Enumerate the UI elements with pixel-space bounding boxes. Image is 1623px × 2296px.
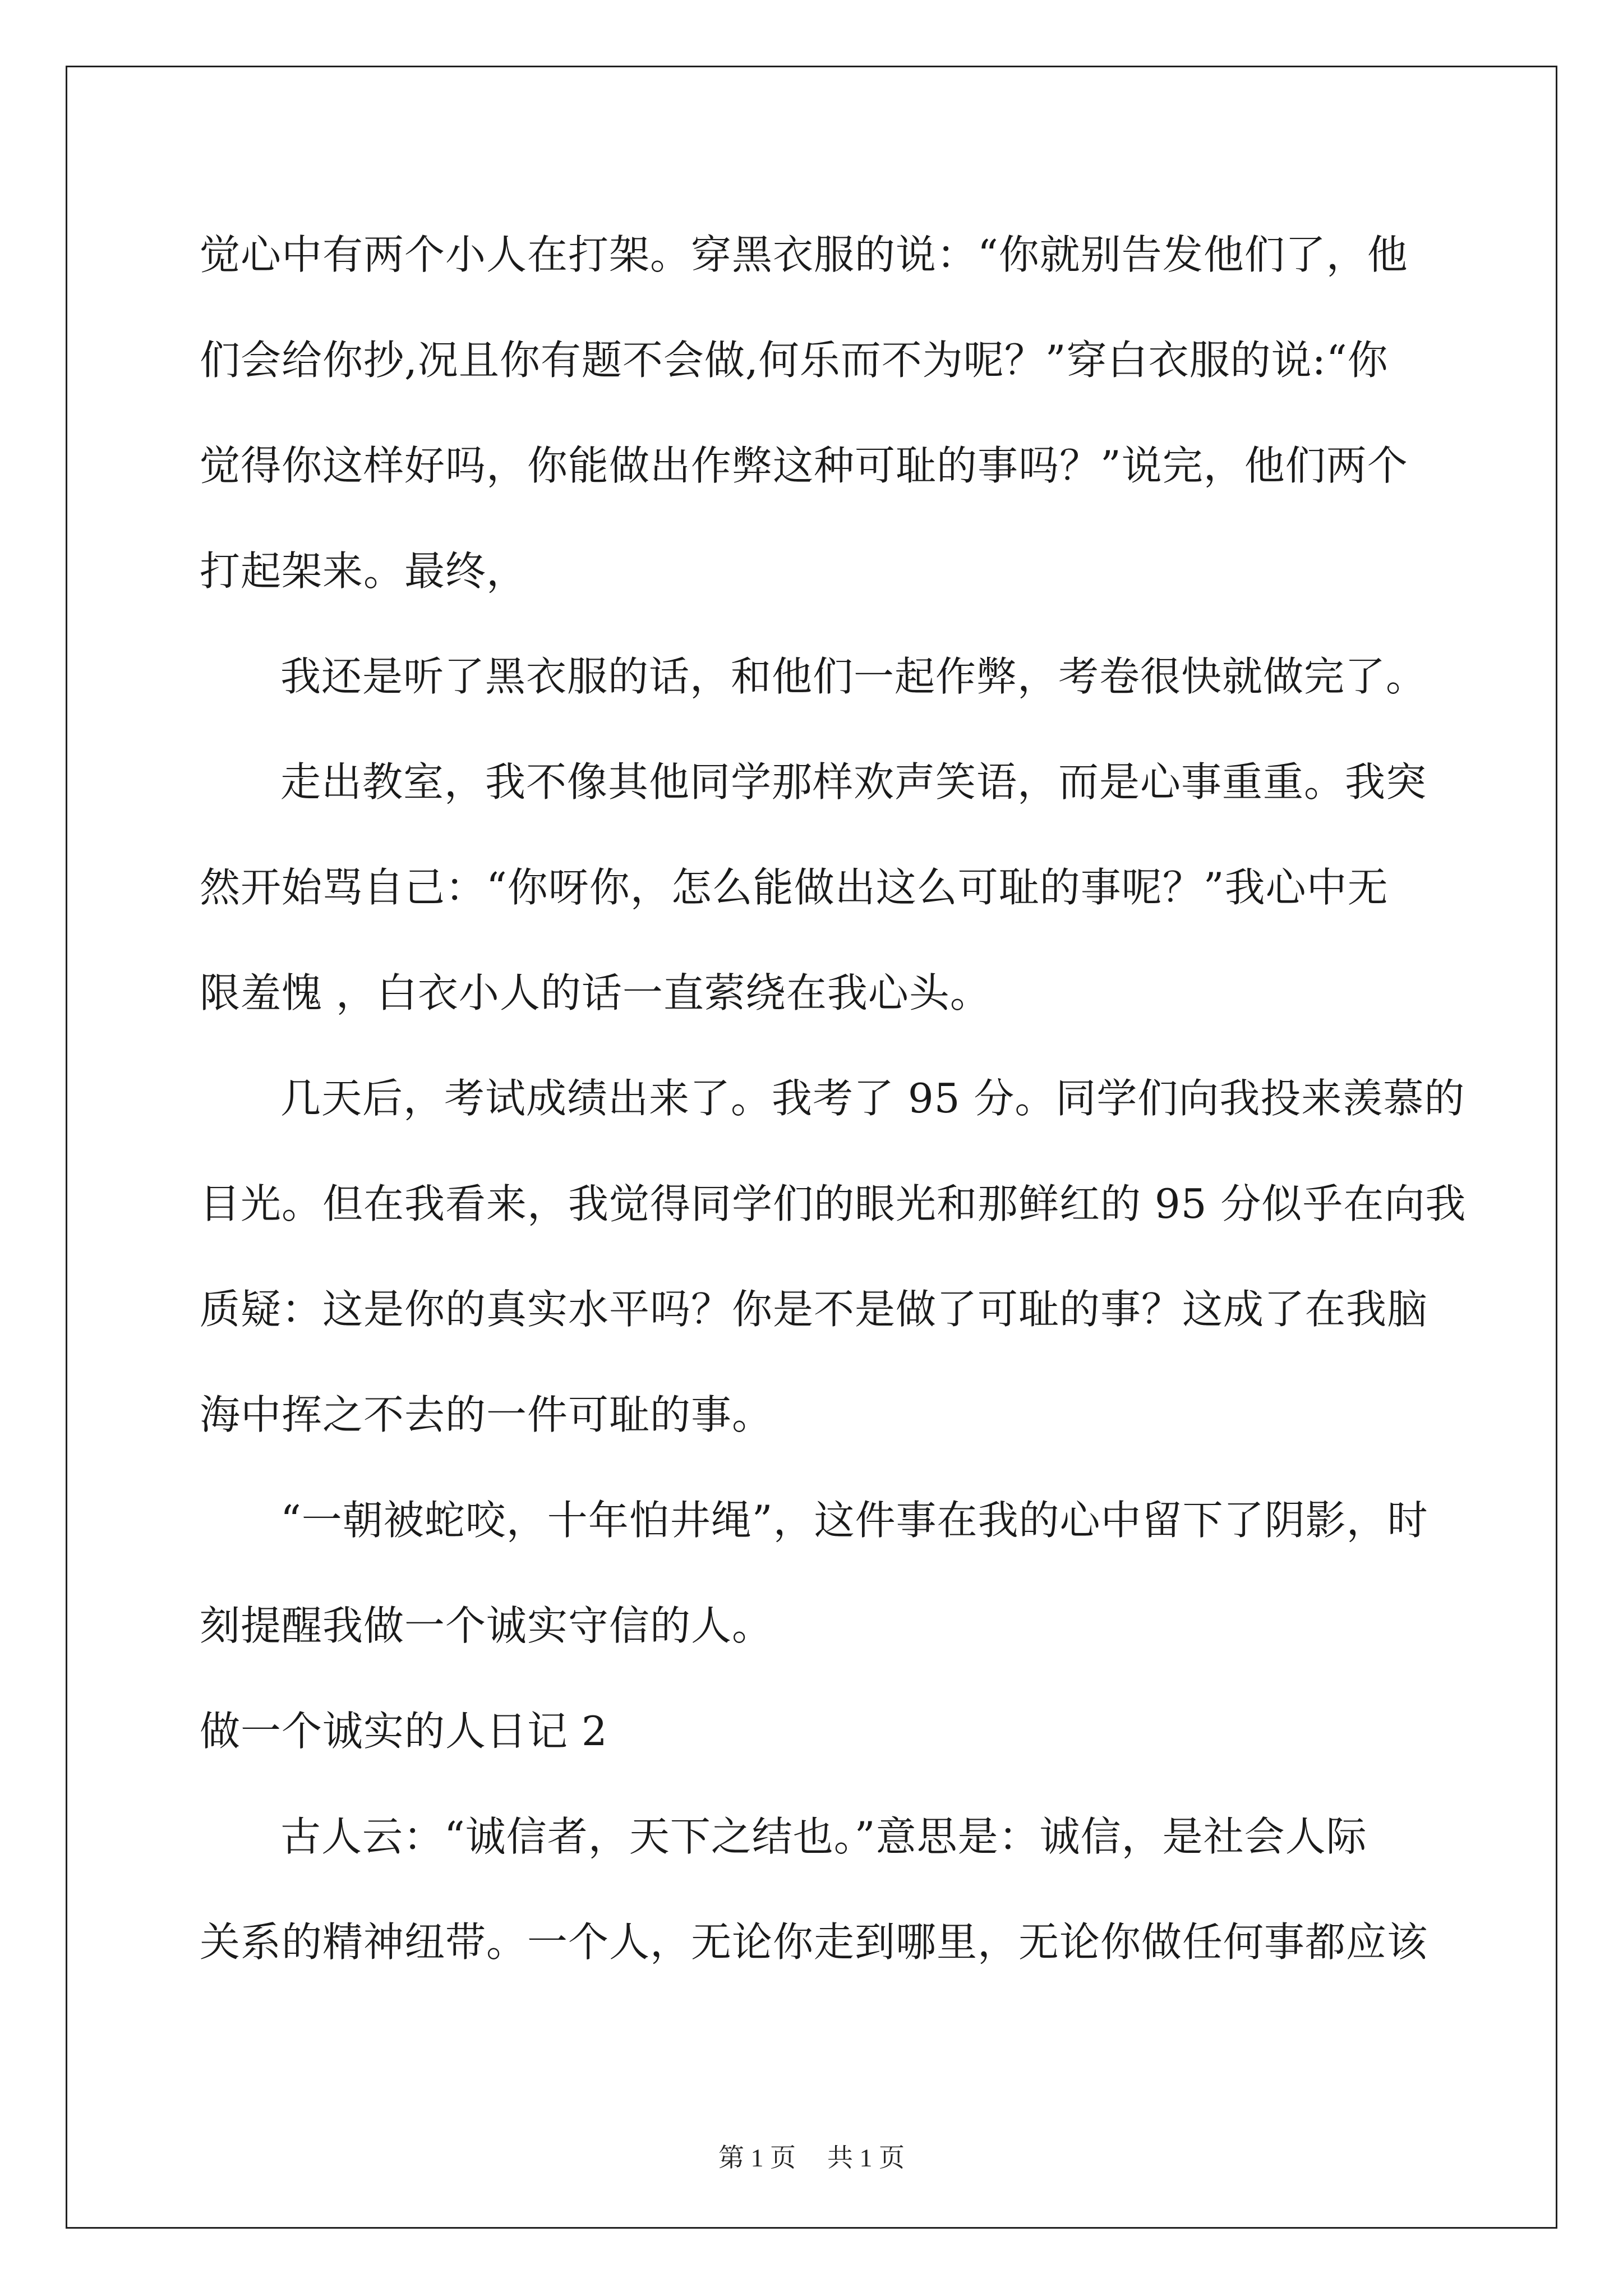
page-total: 共 1 页 <box>827 2143 905 2172</box>
section-heading: 做一个诚实的人日记 2 <box>200 1708 608 1755</box>
text-line: 然开始骂自己：“你呀你，怎么能做出这么可耻的事呢？”我心中无 <box>200 864 1389 911</box>
paragraph-first-line: “一朝被蛇咬，十年怕井绳”，这件事在我的心中留下了阴影，时 <box>280 1497 1428 1544</box>
text-line: 海中挥之不去的一件可耻的事。 <box>200 1391 773 1438</box>
page-number: 第 1 页 <box>718 2143 796 2172</box>
text-line: 质疑：这是你的真实水平吗？你是不是做了可耻的事？这成了在我脑 <box>200 1286 1428 1333</box>
paragraph-first-line: 我还是听了黑衣服的话，和他们一起作弊，考卷很快就做完了。 <box>280 653 1427 700</box>
text-line: 们会给你抄,况且你有题不会做,何乐而不为呢？”穿白衣服的说:“你 <box>200 337 1389 384</box>
document-body <box>200 202 1467 1995</box>
paragraph-first-line: 几天后，考试成绩出来了。我考了 95 分。同学们向我投来羡慕的 <box>280 1075 1465 1122</box>
text-line: 限羞愧 ，白衣小人的话一直萦绕在我心头。 <box>200 969 991 1016</box>
paragraph-first-line: 走出教室，我不像其他同学那样欢声笑语，而是心事重重。我突 <box>280 758 1427 806</box>
text-line: 刻提醒我做一个诚实守信的人。 <box>200 1602 773 1649</box>
text-line: 觉心中有两个小人在打架。穿黑衣服的说：“你就别告发他们了，他 <box>200 231 1408 278</box>
text-line: 打起架来。最终， <box>200 547 528 595</box>
text-line: 关系的精神纽带。一个人，无论你走到哪里，无论你做任何事都应该 <box>200 1918 1428 1966</box>
text-line: 目光。但在我看来，我觉得同学们的眼光和那鲜红的 95 分似乎在向我 <box>200 1180 1467 1227</box>
page-footer <box>0 2137 1623 2174</box>
text-line: 觉得你这样好吗，你能做出作弊这种可耻的事吗？”说完，他们两个 <box>200 442 1408 489</box>
paragraph-first-line: 古人云：“诚信者，天下之结也。”意思是：诚信，是社会人际 <box>280 1813 1367 1860</box>
